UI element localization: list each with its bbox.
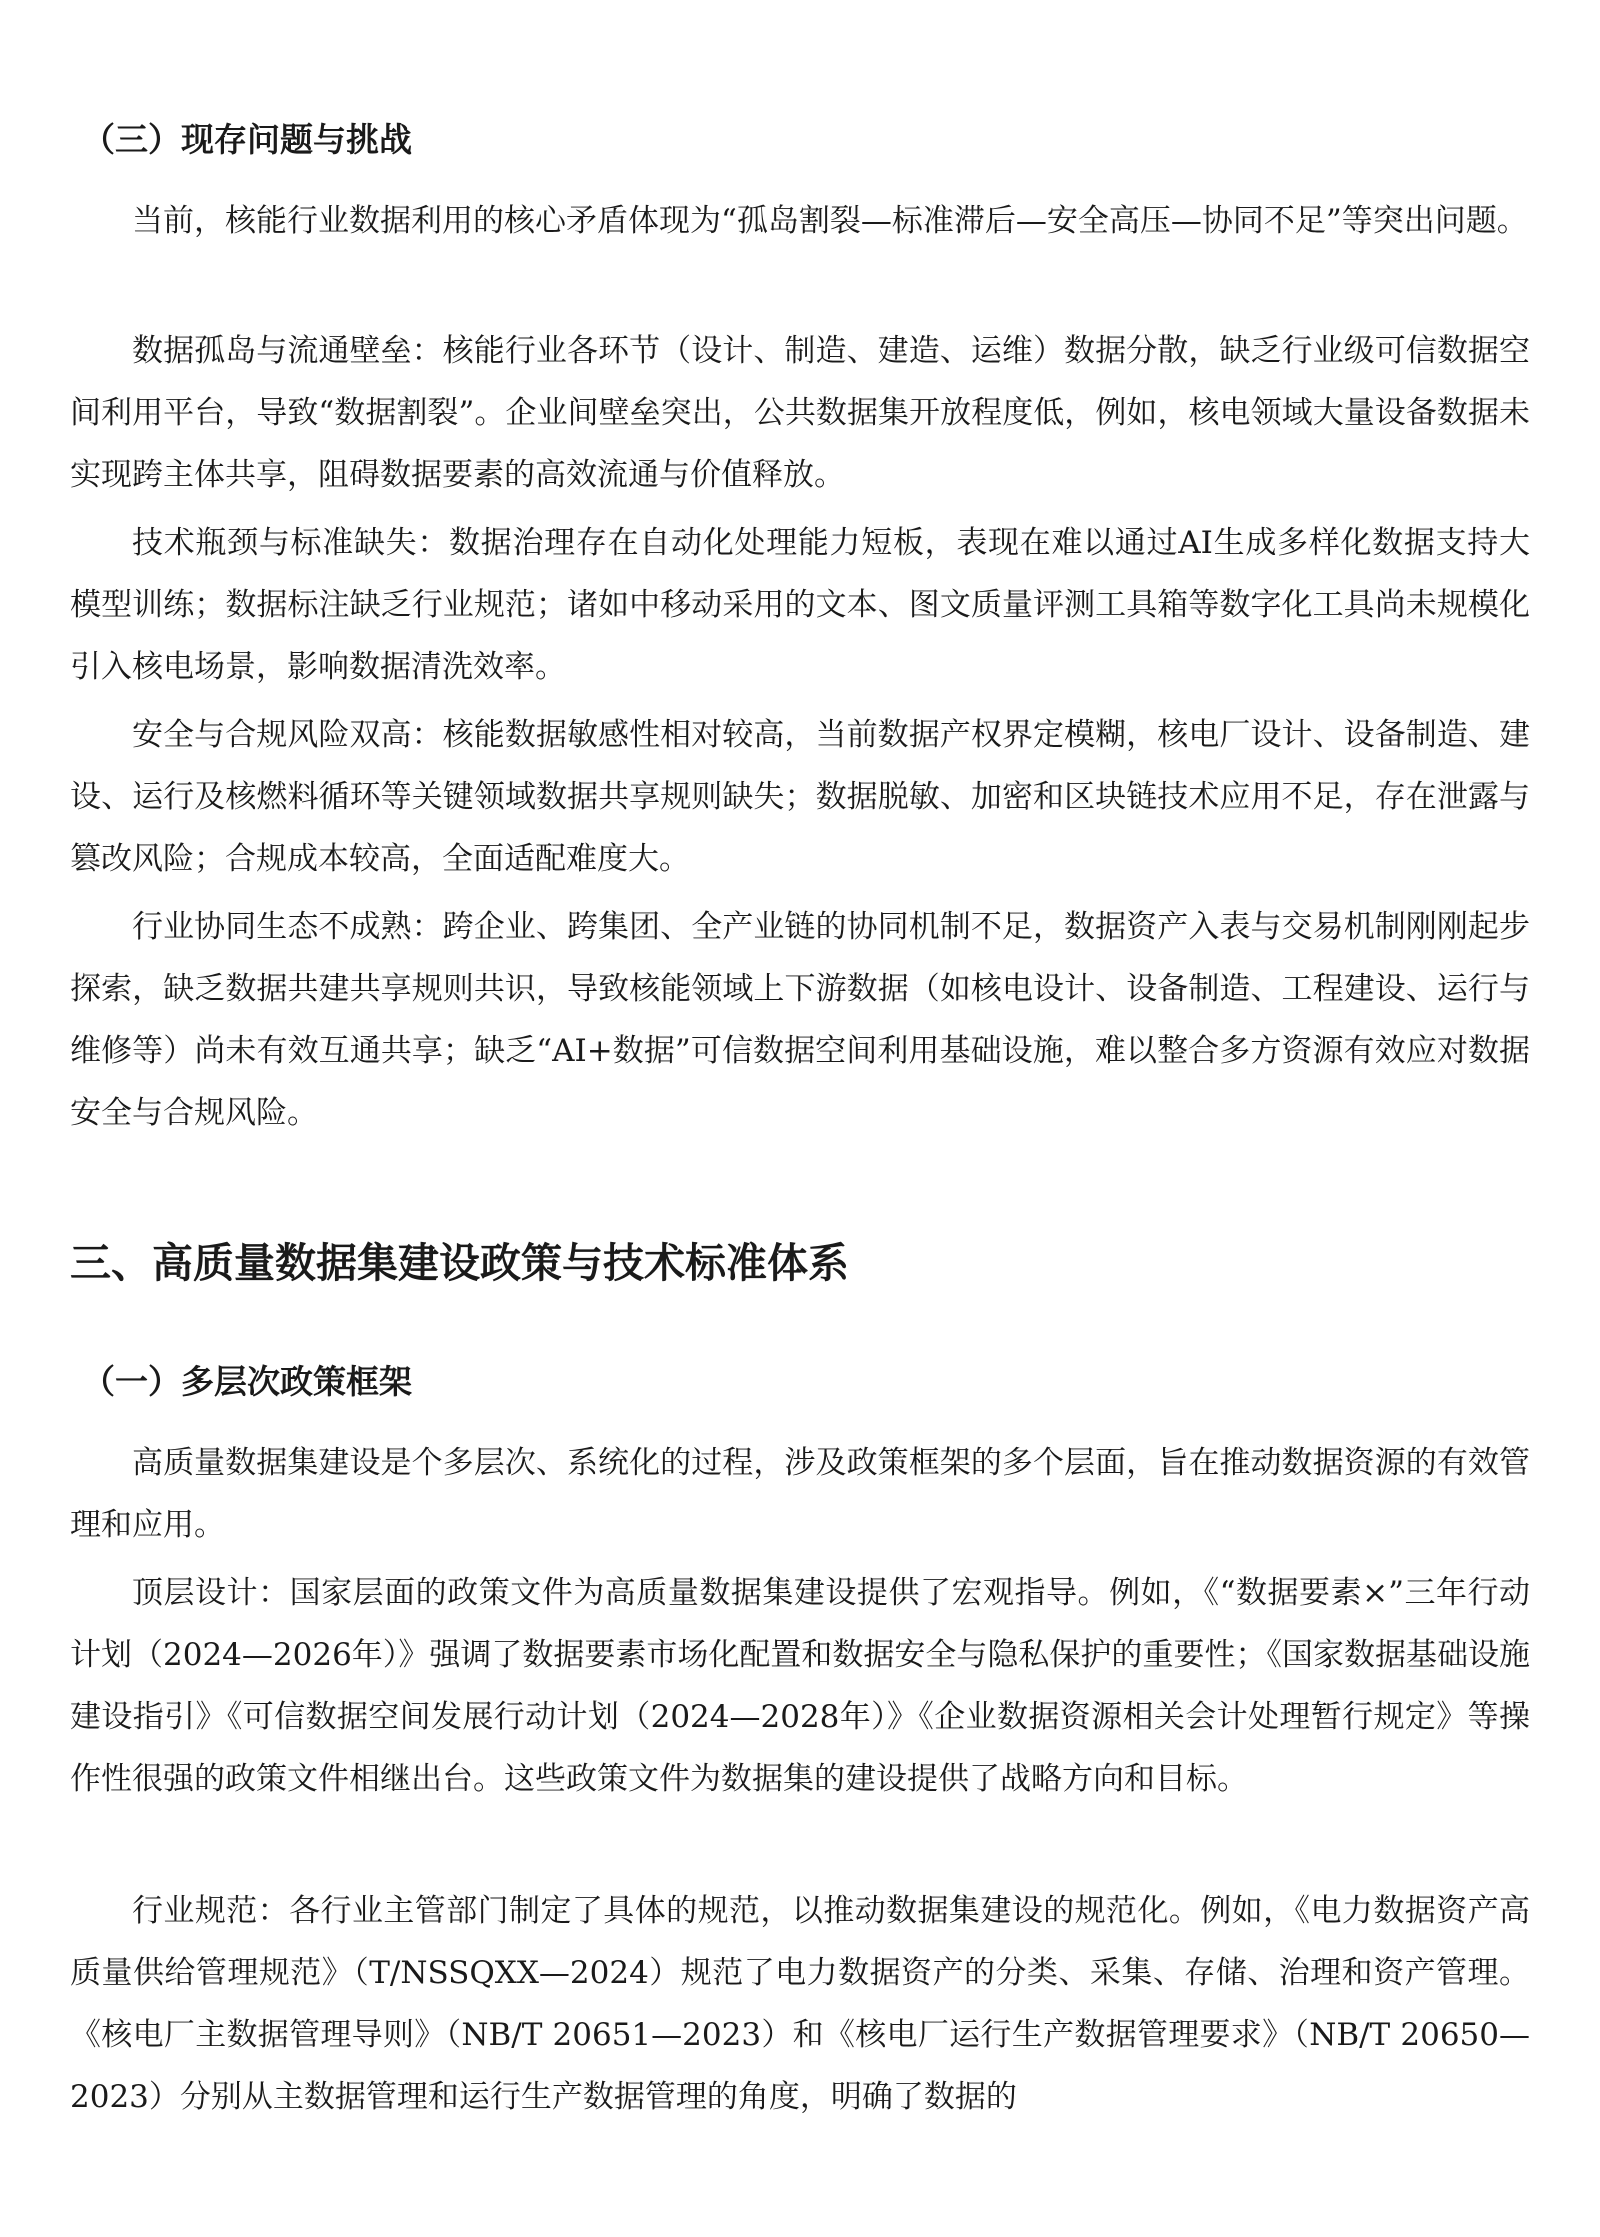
paragraph-data-silos: 数据孤岛与流通壁垒：核能行业各环节（设计、制造、建造、运维）数据分散，缺乏行业级可信数据空间利用平台，导致“数据割裂”。企业间壁垒突出，公共数据集开放程度低，例如，核电领域大量设备数据未实现跨主体共享，阻碍数据要素的高效流通与价值释放。 xyxy=(70,333,1530,493)
paragraph-policy-intro: 高质量数据集建设是个多层次、系统化的过程，涉及政策框架的多个层面，旨在推动数据资源的有效管理和应用。 xyxy=(70,1445,1530,1543)
paragraph-intro: 当前，核能行业数据利用的核心矛盾体现为“孤岛割裂—标准滞后—安全高压—协同不足”等突出问题。 xyxy=(132,203,1528,239)
chapter-heading: 三、高质量数据集建设政策与技术标准体系 xyxy=(70,1239,849,1287)
section-heading-existing-problems: （三）现存问题与挑战 xyxy=(82,120,412,159)
paragraph-tech-bottleneck: 技术瓶颈与标准缺失：数据治理存在自动化处理能力短板，表现在难以通过AI生成多样化数据支持大模型训练；数据标注缺乏行业规范；诸如中移动采用的文本、图文质量评测工具箱等数字化工具尚未规模化引入核电场景，影响数据清洗效率。 xyxy=(70,525,1530,685)
paragraph-top-level-design: 顶层设计：国家层面的政策文件为高质量数据集建设提供了宏观指导。例如，《“数据要素×”三年行动计划（2024—2026年）》强调了数据要素市场化配置和数据安全与隐私保护的重要性；《国家数据基础设施建设指引》《可信数据空间发展行动计划（2024—2028年）》《企业数据资源相关会计处理暂行规定》等操作性很强的政策文件相继出台。这些政策文件为数据集的建设提供了战略方向和目标。 xyxy=(70,1575,1530,1797)
paragraph-industry-collaboration: 行业协同生态不成熟：跨企业、跨集团、全产业链的协同机制不足，数据资产入表与交易机制刚刚起步探索，缺乏数据共建共享规则共识，导致核能领域上下游数据（如核电设计、设备制造、工程建设、运行与维修等）尚未有效互通共享；缺乏“AI+数据”可信数据空间利用基础设施，难以整合多方资源有效应对数据安全与合规风险。 xyxy=(70,909,1530,1131)
paragraph-security-risk: 安全与合规风险双高：核能数据敏感性相对较高，当前数据产权界定模糊，核电厂设计、设备制造、建设、运行及核燃料循环等关键领域数据共享规则缺失；数据脱敏、加密和区块链技术应用不足，存在泄露与篡改风险；合规成本较高，全面适配难度大。 xyxy=(70,717,1530,877)
paragraph-industry-norms: 行业规范：各行业主管部门制定了具体的规范，以推动数据集建设的规范化。例如，《电力数据资产高质量供给管理规范》（T/NSSQXX—2024）规范了电力数据资产的分类、采集、存储、治理和资产管理。《核电厂主数据管理导则》（NB/T 20651—2023）和《核电厂运行生产数据管理要求》（NB/T 20650—2023）分别从主数据管理和运行生产数据管理的角度，明确了数据的 xyxy=(70,1893,1530,2115)
section-heading-policy-framework: （一）多层次政策框架 xyxy=(82,1362,412,1401)
